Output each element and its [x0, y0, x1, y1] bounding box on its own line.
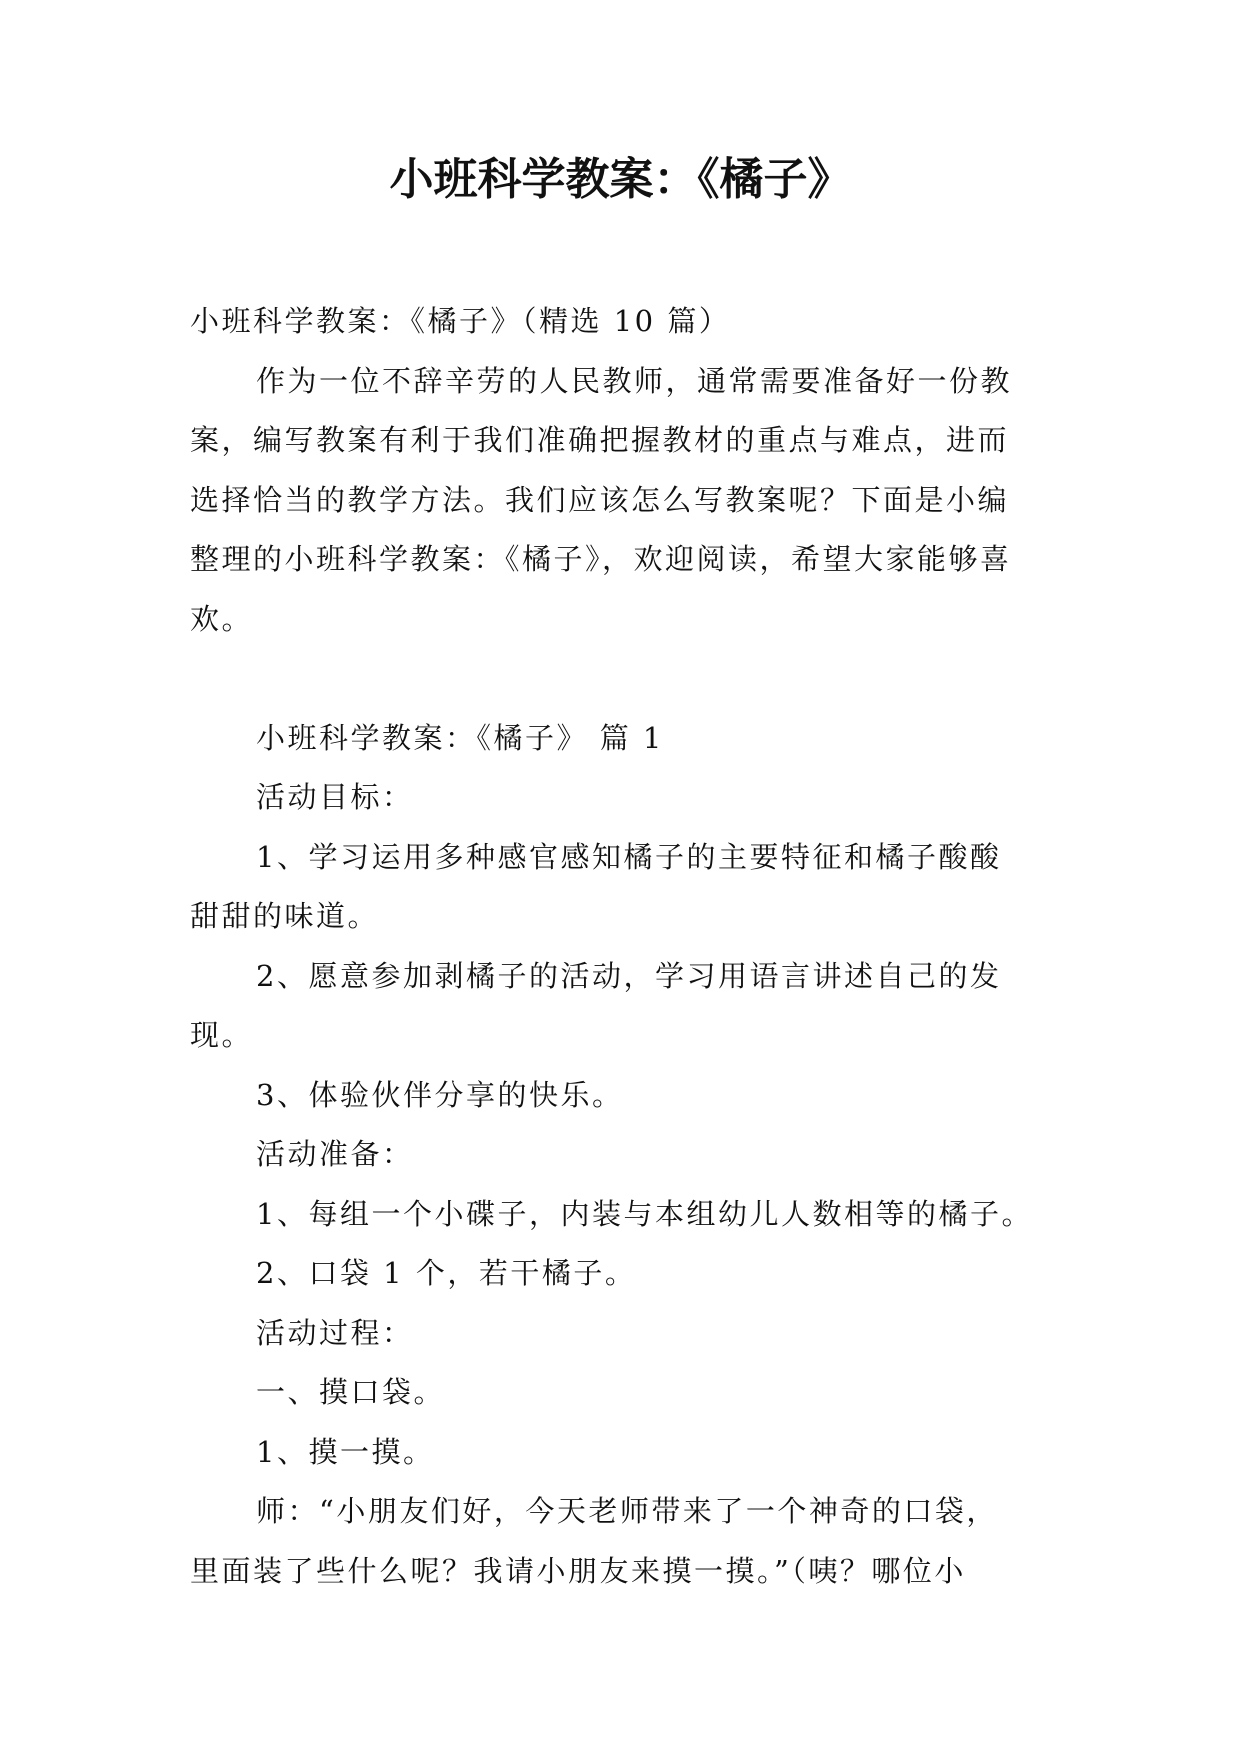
document-title: 小班科学教案：《橘子》	[389, 154, 852, 205]
goal-item: 2、愿意参加剥橘子的活动，学习用语言讲述自己的发	[256, 958, 1002, 993]
prep-item: 1、每组一个小碟子，内装与本组幼儿人数相等的橘子。	[256, 1196, 1033, 1231]
document-body	[190, 292, 1060, 1601]
heading-activity-prep: 活动准备：	[256, 1137, 414, 1171]
intro-line: 作为一位不辞辛劳的人民教师，通常需要准备好一份教	[256, 363, 1013, 398]
process-substep: 1、摸一摸。	[256, 1434, 435, 1469]
intro-line: 选择恰当的教学方法。我们应该怎么写教案呢？下面是小编	[190, 482, 1010, 517]
section-heading: 小班科学教案：《橘子》 篇 1	[256, 720, 664, 755]
paragraph-gap	[190, 649, 1060, 709]
dialogue-line-continued: 里面装了些什么呢？我请小朋友来摸一摸。”（咦？哪位小	[190, 1553, 966, 1588]
goal-item-continued: 现。	[190, 1018, 254, 1052]
intro-line: 整理的小班科学教案：《橘子》，欢迎阅读，希望大家能够喜	[190, 542, 1012, 576]
goal-item: 1、学习运用多种感官感知橘子的主要特征和橘子酸酸	[256, 839, 1002, 874]
process-step: 一、摸口袋。	[256, 1375, 446, 1409]
subtitle-line: 小班科学教案：《橘子》（精选 10 篇）	[190, 304, 731, 338]
heading-activity-goals: 活动目标：	[256, 780, 414, 814]
goal-item: 3、体验伙伴分享的快乐。	[256, 1077, 624, 1112]
prep-item: 2、口袋 1 个，若干橘子。	[256, 1256, 637, 1290]
heading-activity-process: 活动过程：	[256, 1315, 414, 1350]
intro-line: 欢。	[190, 601, 254, 636]
dialogue-line: 师：“小朋友们好，今天老师带来了一个神奇的口袋，	[256, 1494, 998, 1528]
intro-line: 案，编写教案有利于我们准确把握教材的重点与难点，进而	[190, 423, 1010, 457]
goal-item-continued: 甜甜的味道。	[190, 899, 380, 933]
